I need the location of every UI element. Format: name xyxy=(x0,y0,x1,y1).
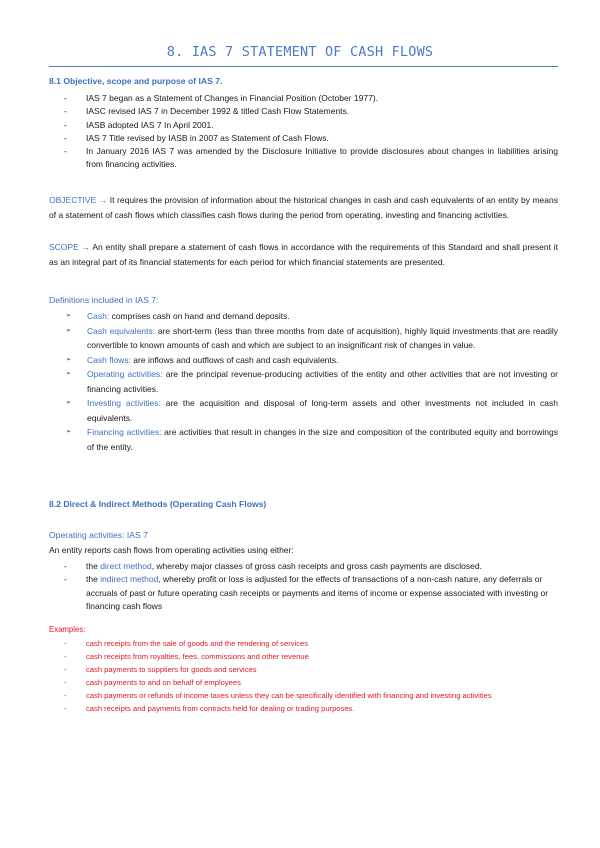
methods-list xyxy=(49,560,558,613)
list-item: - IAS 7 began as a Statement of Changes in Financial Position (October 1977). xyxy=(49,92,558,105)
definition-term: Cash flows: xyxy=(87,354,131,365)
definitions-list xyxy=(49,309,558,454)
dash-bullet: - xyxy=(64,691,67,701)
dash-bullet: - xyxy=(64,678,67,688)
dash-bullet: - xyxy=(64,132,67,143)
method-term: indirect method xyxy=(100,574,159,585)
arrow-bullet-icon: ➢ xyxy=(66,429,72,435)
arrow-bullet-icon: ➢ xyxy=(66,327,72,334)
page-title: 8. IAS 7 STATEMENT OF CASH FLOWS xyxy=(166,44,434,60)
definition-term: Cash: xyxy=(87,311,110,321)
definition-item: ➢ Investing activities: are the acquisition and disposal of long-term assets and other investments not included in cash equivalents. xyxy=(66,398,558,423)
definition-term: Financing activities: xyxy=(87,427,162,437)
objective-label: OBJECTIVE → xyxy=(49,195,108,205)
dash-bullet: - xyxy=(64,652,67,662)
dash-bullet: - xyxy=(64,119,67,130)
title-underline xyxy=(49,66,558,67)
method-term: direct method xyxy=(100,561,152,571)
definitions-heading: Definitions included in IAS 7: xyxy=(49,295,159,305)
scope-text: An entity shall prepare a statement of cash flows in accordance with the requirements of this Standard and shall present it as an integral part of its financial statements for each period for which financial statements are presented. xyxy=(49,242,558,267)
dash-bullet: - xyxy=(64,561,67,571)
definition-term: Operating activities: xyxy=(87,369,163,379)
list-item: - cash receipts from the sale of goods and the rendering of services xyxy=(49,637,558,650)
arrow-bullet-icon: ➢ xyxy=(66,313,72,319)
list-item: - IASB adopted IAS 7 In April 2001. xyxy=(49,119,558,132)
history-list xyxy=(49,92,558,172)
examples-list xyxy=(49,637,558,716)
list-item: - cash receipts and payments from contracts held for dealing or trading purposes. xyxy=(49,702,558,715)
list-item: - the direct method, whereby major classes of gross cash receipts and gross cash payments are disclosed. xyxy=(49,560,558,573)
dash-bullet: - xyxy=(64,146,67,157)
scope-label: SCOPE → xyxy=(49,242,91,252)
definition-item: ➢ Cash equivalents: are short-term (less than three months from date of acquisition), highly liquid investments that are readily convertible to known amounts of cash and which are subject to an insignificant risk of changes in value. xyxy=(66,325,558,350)
definition-item: ➢ Operating activities: are the principal revenue-producing activities of the entity and other activities that are not investing or financing activities. xyxy=(66,369,558,394)
methods-intro: An entity reports cash flows from operating activities using either: xyxy=(49,545,294,555)
dash-bullet: - xyxy=(64,639,67,648)
scope-paragraph xyxy=(49,240,558,269)
dash-bullet: - xyxy=(64,665,67,675)
list-item: - In January 2016 IAS 7 was amended by the Disclosure Initiative to provide disclosures about changes in liabilities arising from financing activities. xyxy=(64,146,558,170)
definition-item: ➢ Cash flows: are inflows and outflows of cash and cash equivalents. xyxy=(49,353,558,368)
operating-activities-heading: Operating activities: IAS 7 xyxy=(49,530,148,540)
definition-term: Cash equivalents: xyxy=(87,325,156,336)
definition-item: ➢ Cash: comprises cash on hand and demand deposits. xyxy=(49,309,558,324)
list-item: - IASC revised IAS 7 in December 1992 & titled Cash Flow Statements. xyxy=(49,105,558,118)
list-item: - cash payments or refunds of income taxes unless they can be specifically identified with financing and investing activities xyxy=(49,689,558,702)
list-item: - the indirect method, whereby profit or loss is adjusted for the effects of transactions of a non-cash nature, any deferrals or accruals of past or future operating cash receipts or payments and items of income or expense associated with investing or financing cash flows xyxy=(64,574,549,611)
dash-bullet: - xyxy=(64,93,67,103)
arrow-bullet-icon: ➢ xyxy=(66,371,72,377)
list-item: - cash payments to and on behalf of employees xyxy=(49,676,558,689)
arrow-bullet-icon: ➢ xyxy=(66,356,72,363)
section2-heading: 8.2 Direct & Indirect Methods (Operating Cash Flows) xyxy=(49,499,267,509)
list-item: - IAS 7 Title revised by IASB in 2007 as Statement of Cash Flows. xyxy=(49,132,558,145)
list-item: - cash receipts from royalties, fees, commissions and other revenue xyxy=(49,650,558,663)
dash-bullet: - xyxy=(64,704,67,714)
objective-paragraph xyxy=(49,193,558,222)
dash-bullet: - xyxy=(64,106,67,117)
objective-text: It requires the provision of information about the historical changes in cash and cash equivalents of an entity by means of a statement of cash flows which classifies cash flows during the period from operating, investing and financing activities. xyxy=(49,195,558,220)
arrow-bullet-icon: ➢ xyxy=(66,400,72,406)
list-item: - cash payments to suppliers for goods and services xyxy=(49,663,558,676)
examples-label: Examples: xyxy=(49,625,86,634)
definition-item: ➢ Financing activities: are activities that result in changes in the size and composition of the contributed equity and borrowings of the entity. xyxy=(66,427,558,452)
dash-bullet: - xyxy=(64,574,67,585)
definition-term: Investing activities: xyxy=(87,398,161,408)
section1-heading: 8.1 Objective, scope and purpose of IAS 7. xyxy=(49,76,223,86)
